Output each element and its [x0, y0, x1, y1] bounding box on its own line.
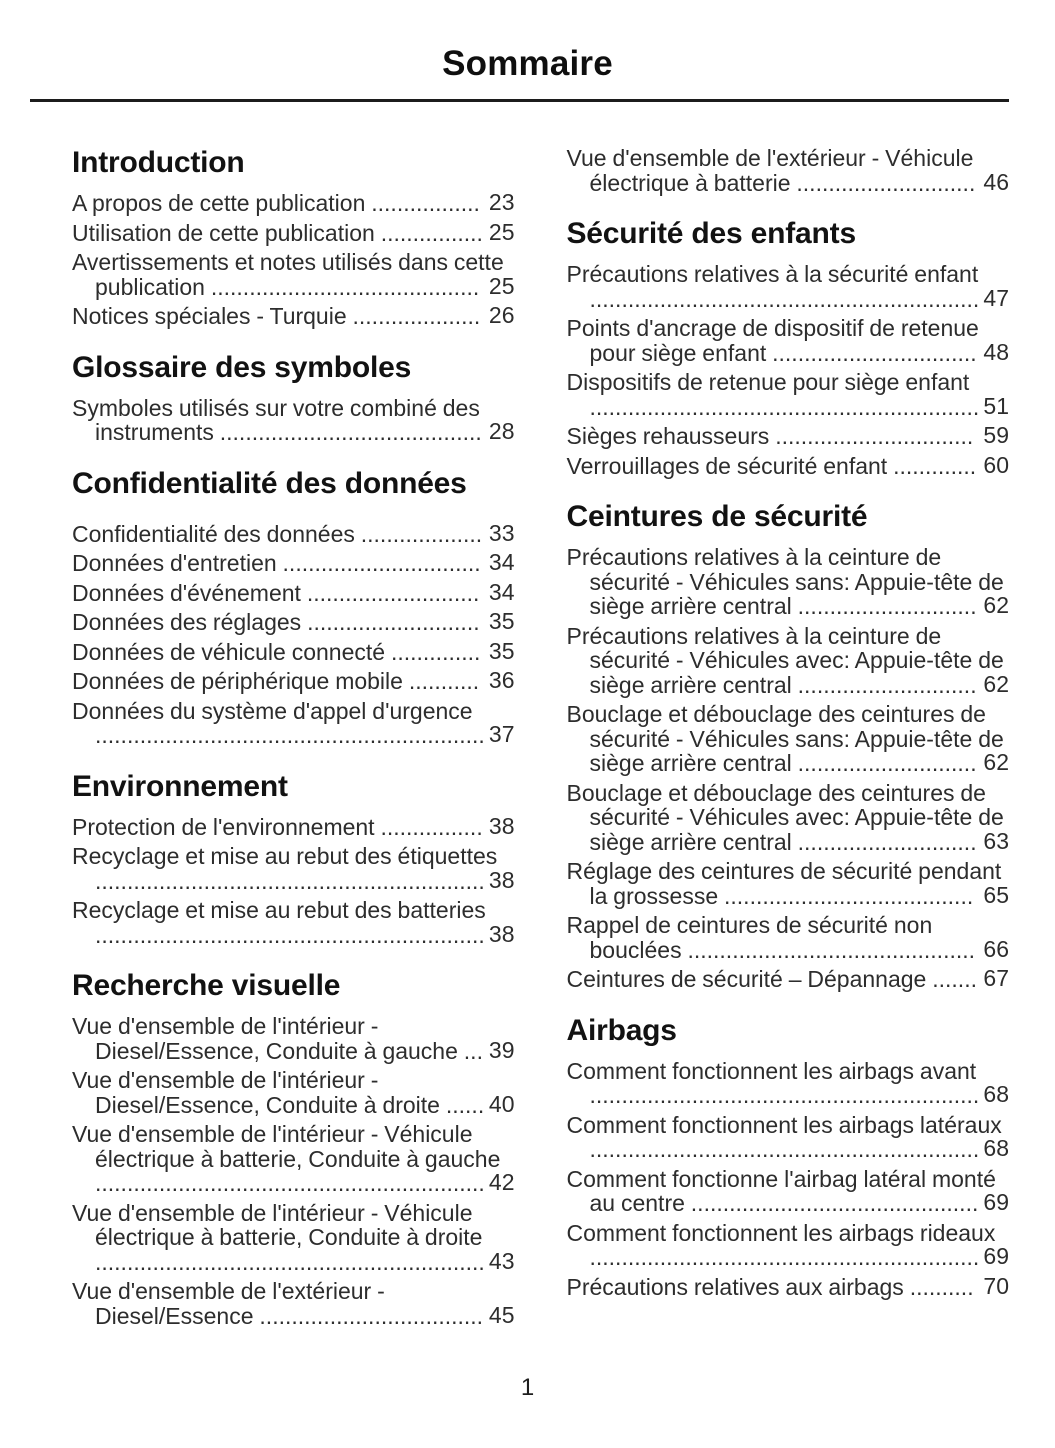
toc-entry-text: Comment fonctionnent les airbags rideaux — [566, 1219, 996, 1246]
toc-entry-text: Données des réglages — [72, 609, 302, 635]
leader-dots: ......................................... — [219, 419, 482, 445]
toc-entry — [72, 699, 515, 748]
toc-entry-text: Données de véhicule connecté — [72, 638, 386, 665]
toc-entry — [72, 1014, 515, 1063]
leader-dots: .......................................... — [210, 273, 480, 300]
toc-entry — [567, 702, 1010, 776]
page-ref: 42 — [488, 1169, 515, 1195]
toc-section — [72, 969, 515, 1328]
section-heading: Recherche visuelle — [72, 969, 341, 1002]
leader-dots: ............................................................. — [589, 1244, 980, 1270]
leader-dots: ........................... — [306, 579, 480, 606]
toc-entry — [567, 146, 1010, 195]
leader-dots: ...... — [445, 1091, 485, 1118]
section-heading: Sécurité des enfants — [566, 217, 856, 250]
leader-dots: ........................... — [307, 609, 480, 635]
page-ref: 38 — [488, 812, 515, 839]
page-ref: 69 — [983, 1243, 1009, 1269]
leader-dots: ............................................................. — [95, 921, 485, 948]
toc-entry-text: Ceintures de sécurité – Dépannage — [566, 966, 927, 992]
toc-entry — [567, 624, 1010, 698]
page-ref: 63 — [983, 827, 1009, 854]
toc-entry-text: Dispositifs de retenue pour siège enfant — [566, 369, 970, 395]
leader-dots: ............................................................. — [95, 1170, 485, 1196]
toc-entry-text: Précautions relatives à la ceinture de sécurité - Véhicules avec: Appuie-tête de siège arrière central — [566, 622, 1004, 698]
page-ref: 47 — [983, 284, 1009, 311]
page-ref: 37 — [488, 721, 515, 747]
page-ref: 39 — [488, 1036, 515, 1063]
toc-entry-text: Précautions relatives aux airbags — [566, 1273, 904, 1300]
leader-dots: ... — [463, 1037, 483, 1064]
leader-dots: ................... — [360, 520, 483, 547]
page-ref: 36 — [488, 667, 515, 693]
toc-section — [567, 217, 1010, 478]
toc-columns — [72, 146, 1009, 1333]
page-ref: 35 — [488, 608, 515, 634]
toc-section — [567, 146, 1010, 195]
toc-entry-text: Vue d'ensemble de l'intérieur - Diesel/Essence, Conduite à gauche — [72, 1013, 458, 1064]
toc-entry — [72, 844, 515, 893]
leader-dots: .............. — [390, 638, 481, 665]
page-ref: 25 — [488, 272, 515, 299]
toc-entry — [567, 545, 1010, 619]
toc-entry — [567, 1113, 1010, 1162]
section-heading: Introduction — [72, 146, 245, 179]
page-ref: 43 — [488, 1247, 515, 1274]
leader-dots: ................. — [371, 190, 480, 216]
toc-entry — [567, 1059, 1010, 1108]
toc-entry — [72, 191, 515, 216]
toc-entry-text: Données de périphérique mobile — [72, 668, 403, 694]
toc-entry — [567, 1167, 1010, 1216]
page-ref: 48 — [983, 338, 1009, 365]
toc-entry-text: Confidentialité des données — [72, 520, 355, 547]
toc-entry-text: Précautions relatives à la sécurité enfant — [566, 261, 979, 287]
section-heading: Confidentialité des données — [72, 466, 467, 500]
page-number: 1 — [520, 1374, 535, 1401]
toc-entry-text: Vue d'ensemble de l'intérieur - Diesel/Essence, Conduite à droite — [72, 1067, 440, 1118]
page-ref: 62 — [983, 592, 1009, 618]
page-ref: 28 — [488, 418, 515, 444]
toc-entry — [72, 669, 515, 694]
toc-entry-text: Points d'ancrage de dispositif de retenue pour siège enfant — [566, 315, 979, 366]
toc-entry — [72, 637, 515, 665]
leader-dots: ....................................... — [724, 882, 974, 909]
page-ref: 51 — [983, 392, 1009, 419]
toc-entry — [72, 250, 515, 299]
page-ref: 62 — [983, 670, 1009, 697]
toc-entry — [72, 578, 515, 606]
toc-entry — [72, 551, 515, 576]
toc-entry — [72, 1201, 515, 1275]
leader-dots: ............................ — [797, 828, 977, 855]
toc-entry-text: Comment fonctionne l'airbag latéral monté au centre — [566, 1165, 996, 1216]
section-heading: Ceintures de sécurité — [566, 500, 868, 533]
toc-entry-text: Réglage des ceintures de sécurité pendant la grossesse — [566, 858, 1002, 909]
leader-dots: ............................................................. — [589, 285, 980, 312]
toc-entry-text: Recyclage et mise au rebut des étiquettes — [72, 843, 498, 869]
page-ref: 34 — [488, 578, 515, 605]
toc-entry-text: Données d'événement — [72, 579, 301, 606]
toc-entry — [567, 967, 1010, 992]
toc-entry-text: Bouclage et débouclage des ceintures de sécurité - Véhicules sans: Appuie-tête de siège arrière central — [566, 701, 1004, 776]
leader-dots: ............................ — [797, 671, 977, 698]
toc-entry-text: Vue d'ensemble de l'intérieur - Véhicule électrique à batterie, Conduite à gauche — [72, 1121, 501, 1172]
leader-dots: ............................... — [775, 423, 974, 449]
toc-entry — [567, 913, 1010, 962]
page-ref: 59 — [983, 422, 1009, 448]
page-ref: 25 — [488, 218, 515, 245]
leader-dots: ........... — [408, 668, 480, 694]
page-ref: 68 — [983, 1081, 1009, 1107]
leader-dots: ............................ — [797, 750, 977, 776]
toc-entry — [72, 218, 515, 246]
leader-dots: ....... — [932, 966, 977, 992]
toc-section — [72, 770, 515, 948]
toc-entry-text: Protection de l'environnement — [72, 813, 375, 840]
leader-dots: ............................................. — [687, 936, 976, 963]
toc-column-right — [567, 146, 1010, 1304]
toc-entry-text: Utilisation de cette publication — [72, 219, 375, 246]
toc-entry — [566, 1272, 1010, 1300]
leader-dots: ............................ — [797, 593, 977, 619]
page-ref: 67 — [983, 965, 1009, 991]
leader-dots: ................ — [380, 813, 483, 840]
toc-entry-text: Bouclage et débouclage des ceintures de sécurité - Véhicules avec: Appuie-tête de siège arrière central — [566, 779, 1004, 855]
toc-section — [72, 467, 515, 748]
section-heading: Environnement — [72, 769, 288, 803]
page-ref: 38 — [488, 920, 515, 947]
page-ref: 33 — [488, 519, 515, 546]
leader-dots: .................... — [352, 303, 481, 329]
leader-dots: ............. — [893, 452, 977, 479]
toc-entry — [72, 812, 515, 840]
toc-entry-text: Comment fonctionnent les airbags avant — [566, 1057, 977, 1084]
page-ref: 38 — [488, 866, 515, 893]
toc-entry-text: Données d'entretien — [72, 550, 277, 576]
leader-dots: ............................................................. — [95, 722, 485, 748]
toc-entry-text: Vue d'ensemble de l'extérieur - Diesel/Essence — [72, 1278, 385, 1329]
toc-section — [567, 500, 1010, 992]
toc-entry — [72, 1068, 515, 1117]
title-divider — [30, 99, 1009, 102]
page-ref: 70 — [983, 1272, 1009, 1299]
toc-entry-text: Données du système d'appel d'urgence — [72, 697, 473, 724]
toc-entry — [72, 1279, 515, 1328]
toc-entry-text: Verrouillages de sécurité enfant — [566, 452, 888, 479]
page-ref: 26 — [488, 302, 515, 328]
leader-dots: ............................................................. — [95, 867, 485, 894]
toc-entry-text: Comment fonctionnent les airbags latéraux — [566, 1111, 1002, 1138]
toc-entry — [567, 1221, 1010, 1270]
toc-entry — [72, 1122, 515, 1196]
toc-entry — [566, 451, 1010, 479]
toc-entry-text: Symboles utilisés sur votre combiné des instruments — [72, 394, 480, 445]
toc-entry — [567, 316, 1010, 365]
leader-dots: ............................................................. — [95, 1248, 485, 1275]
leader-dots: ............................................................. — [589, 1082, 980, 1108]
page-ref: 68 — [983, 1135, 1009, 1161]
leader-dots: ............................................. — [690, 1190, 979, 1216]
toc-entry-text: Sièges rehausseurs — [566, 423, 770, 449]
toc-entry — [72, 898, 515, 947]
toc-entry-text: Rappel de ceintures de sécurité non bouclées — [566, 912, 933, 963]
page-ref: 35 — [488, 637, 515, 664]
leader-dots: .......... — [909, 1273, 974, 1300]
page-ref: 65 — [983, 881, 1009, 908]
toc-section — [567, 1014, 1010, 1300]
toc-entry — [72, 519, 515, 547]
toc-entry-text: A propos de cette publication — [72, 190, 366, 216]
toc-entry — [72, 396, 515, 445]
toc-entry-text: Précautions relatives à la ceinture de sécurité - Véhicules sans: Appuie-tête de siège arrière central — [566, 544, 1004, 619]
page-ref: 66 — [983, 935, 1009, 962]
toc-entry — [567, 262, 1010, 311]
toc-entry — [567, 859, 1010, 908]
toc-entry-text: Recyclage et mise au rebut des batteries — [72, 897, 486, 923]
page-ref: 60 — [983, 451, 1009, 478]
leader-dots: ............................................................. — [589, 393, 980, 420]
toc-entry — [567, 370, 1010, 419]
leader-dots: ............................ — [796, 169, 976, 196]
toc-column-left — [72, 146, 515, 1333]
toc-entry-text: Notices spéciales - Turquie — [72, 303, 347, 329]
toc-entry — [72, 610, 515, 635]
page-ref: 69 — [983, 1189, 1009, 1215]
toc-entry — [72, 304, 515, 329]
page-ref: 62 — [983, 749, 1009, 775]
leader-dots: ................ — [380, 219, 483, 246]
page-ref: 34 — [488, 549, 515, 575]
toc-section — [72, 146, 515, 329]
leader-dots: ............................... — [282, 550, 481, 576]
toc-entry-text: Vue d'ensemble de l'intérieur - Véhicule électrique à batterie, Conduite à droite — [72, 1199, 483, 1250]
toc-entry-text: Vue d'ensemble de l'extérieur - Véhicule électrique à batterie — [566, 145, 974, 196]
page-ref: 23 — [488, 189, 515, 215]
section-heading: Glossaire des symboles — [72, 350, 412, 384]
leader-dots: ............................................................. — [589, 1136, 980, 1162]
leader-dots: ................................... — [259, 1302, 484, 1329]
leader-dots: ................................ — [772, 339, 977, 366]
page-ref: 46 — [983, 168, 1009, 195]
toc-entry — [567, 424, 1010, 449]
page-ref: 40 — [488, 1090, 515, 1117]
page-title: Sommaire — [442, 44, 613, 83]
toc-entry — [567, 781, 1010, 855]
section-heading: Airbags — [566, 1013, 677, 1047]
page-ref: 45 — [488, 1301, 515, 1328]
toc-entry-text: Avertissements et notes utilisés dans cette publication — [72, 249, 504, 300]
toc-section — [72, 351, 515, 445]
